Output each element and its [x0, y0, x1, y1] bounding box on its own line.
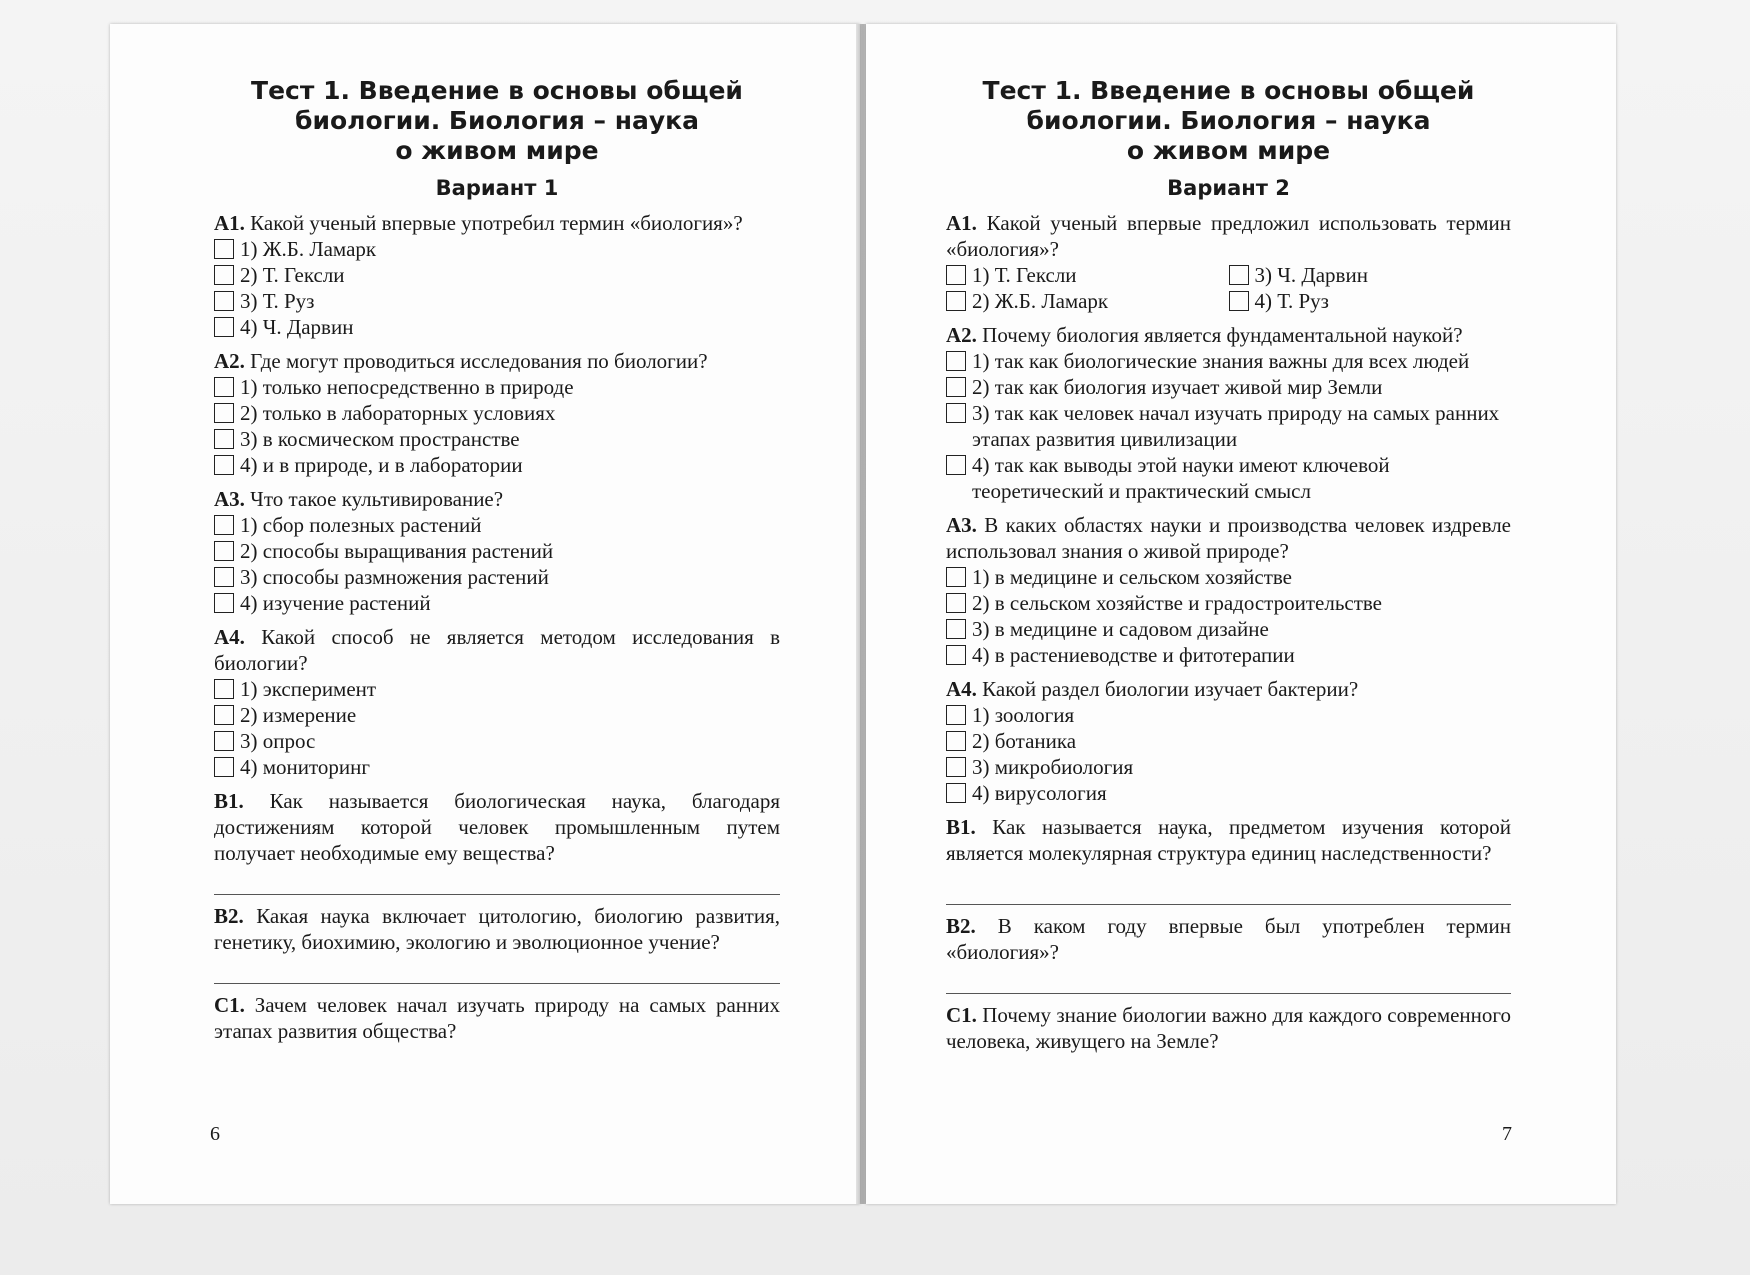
page-number: 7	[1502, 1123, 1512, 1145]
checkbox-icon[interactable]	[214, 239, 234, 259]
question-b1	[214, 788, 780, 895]
answer-option[interactable]: 4) изучение растений	[214, 590, 780, 616]
question-a4	[946, 676, 1511, 806]
question-a1	[946, 210, 1511, 314]
question-a3	[214, 486, 780, 616]
title-line: Тест 1. Введение в основы общей	[982, 76, 1475, 105]
question-number: А1.	[214, 211, 245, 235]
question-text: Какой ученый впервые употребил термин «биология»?	[250, 211, 743, 235]
question-a2	[946, 322, 1511, 504]
checkbox-icon[interactable]	[214, 705, 234, 725]
answer-option[interactable]: 3) способы размножения растений	[214, 564, 780, 590]
question-c1	[946, 1002, 1511, 1054]
answer-option[interactable]: 1) Т. Гексли	[946, 262, 1229, 288]
question-number: А4.	[214, 625, 245, 649]
checkbox-icon[interactable]	[946, 377, 966, 397]
answer-option[interactable]: 4) мониторинг	[214, 754, 780, 780]
question-b2	[214, 903, 780, 984]
answer-option[interactable]: 1) зоология	[946, 702, 1511, 728]
checkbox-icon[interactable]	[946, 757, 966, 777]
answer-option[interactable]: 4) и в природе, и в лаборатории	[214, 452, 780, 478]
question-text: Какой ученый впервые предложил использовать термин «биология»?	[946, 211, 1512, 261]
checkbox-icon[interactable]	[946, 593, 966, 613]
question-text: Какой раздел биологии изучает бактерии?	[982, 677, 1359, 701]
checkbox-icon[interactable]	[946, 265, 966, 285]
answer-option[interactable]: 4) Ч. Дарвин	[214, 314, 780, 340]
answer-option[interactable]: 2) ботаника	[946, 728, 1511, 754]
question-text: Как называется биологическая наука, благодаря достижениям которой человек промышленным путем получает необходимые ему вещества?	[214, 789, 780, 865]
question-number: В1.	[214, 789, 244, 813]
answer-option[interactable]: 2) Ж.Б. Ламарк	[946, 288, 1229, 314]
variant-heading: Вариант 1	[435, 176, 559, 200]
title-line: о живом мире	[395, 136, 599, 165]
answer-option[interactable]: 1) эксперимент	[214, 676, 780, 702]
checkbox-icon[interactable]	[214, 403, 234, 423]
question-text: В каких областях науки и производства человек издревле использовал знания о живой природе?	[946, 513, 1512, 563]
question-number: С1.	[946, 1003, 977, 1027]
checkbox-icon[interactable]	[946, 455, 966, 475]
checkbox-icon[interactable]	[214, 731, 234, 751]
page-number: 6	[210, 1123, 220, 1145]
answer-option[interactable]: 1) только непосредственно в природе	[214, 374, 780, 400]
answer-option[interactable]: 3) в космическом пространстве	[214, 426, 780, 452]
question-text: Как называется наука, предметом изучения которой является молекулярная структура единиц наследственности?	[946, 815, 1511, 865]
answer-line[interactable]	[214, 955, 780, 984]
answer-option[interactable]: 1) в медицине и сельском хозяйстве	[946, 564, 1511, 590]
answer-option[interactable]: 2) только в лабораторных условиях	[214, 400, 780, 426]
question-b2	[946, 913, 1511, 994]
checkbox-icon[interactable]	[1229, 291, 1249, 311]
question-text: Зачем человек начал изучать природу на самых ранних этапах развития общества?	[214, 993, 781, 1043]
question-a4	[214, 624, 780, 780]
question-text: Какой способ не является методом исследования в биологии?	[214, 625, 780, 675]
answer-option[interactable]: 3) в медицине и садовом дизайне	[946, 616, 1511, 642]
checkbox-icon[interactable]	[946, 403, 966, 423]
checkbox-icon[interactable]	[214, 541, 234, 561]
answer-option[interactable]: 1) так как биологические знания важны для всех людей	[946, 348, 1511, 374]
checkbox-icon[interactable]	[946, 783, 966, 803]
question-number: А3.	[946, 513, 977, 537]
answer-option[interactable]: 4) так как выводы этой науки имеют ключевой теоретический и практический смысл	[946, 452, 1511, 504]
question-text: Что такое культивирование?	[250, 487, 504, 511]
answer-option[interactable]: 3) Т. Руз	[214, 288, 780, 314]
answer-option[interactable]: 2) в сельском хозяйстве и градостроительстве	[946, 590, 1511, 616]
checkbox-icon[interactable]	[214, 593, 234, 613]
question-number: В2.	[214, 904, 244, 928]
question-a1	[214, 210, 780, 340]
checkbox-icon[interactable]	[214, 757, 234, 777]
checkbox-icon[interactable]	[214, 455, 234, 475]
checkbox-icon[interactable]	[214, 317, 234, 337]
question-c1	[214, 992, 780, 1044]
answer-option[interactable]: 3) опрос	[214, 728, 780, 754]
question-number: А3.	[214, 487, 245, 511]
question-text: Где могут проводиться исследования по биологии?	[250, 349, 708, 373]
checkbox-icon[interactable]	[946, 705, 966, 725]
answer-option[interactable]: 4) Т. Руз	[1229, 288, 1512, 314]
question-number: В2.	[946, 914, 976, 938]
checkbox-icon[interactable]	[214, 429, 234, 449]
checkbox-icon[interactable]	[1229, 265, 1249, 285]
checkbox-icon[interactable]	[214, 265, 234, 285]
answer-option[interactable]: 3) так как человек начал изучать природу на самых ранних этапах развития цивилизации	[946, 400, 1511, 452]
page-right	[866, 24, 1616, 1204]
answer-option[interactable]: 4) в растениеводстве и фитотерапии	[946, 642, 1511, 668]
checkbox-icon[interactable]	[214, 679, 234, 699]
page-left	[110, 24, 860, 1204]
question-number: В1.	[946, 815, 976, 839]
answer-option[interactable]: 1) сбор полезных растений	[214, 512, 780, 538]
question-number: А2.	[214, 349, 245, 373]
question-text: Какая наука включает цитологию, биологию развития, генетику, биохимию, экологию и эволюционное учение?	[214, 904, 780, 954]
checkbox-icon[interactable]	[214, 567, 234, 587]
answer-option[interactable]: 2) так как биология изучает живой мир Земли	[946, 374, 1511, 400]
variant-heading: Вариант 2	[1167, 176, 1290, 200]
test-title	[214, 76, 780, 166]
answer-option[interactable]: 2) Т. Гексли	[214, 262, 780, 288]
answer-line[interactable]	[946, 876, 1511, 905]
question-a3	[946, 512, 1511, 668]
checkbox-icon[interactable]	[214, 291, 234, 311]
checkbox-icon[interactable]	[946, 351, 966, 371]
checkbox-icon[interactable]	[946, 567, 966, 587]
answer-option[interactable]: 4) вирусология	[946, 780, 1511, 806]
question-text: Почему знание биологии важно для каждого современного человека, живущего на Земле?	[946, 1003, 1511, 1053]
question-text: В каком году впервые был употреблен термин «биология»?	[946, 914, 1511, 964]
checkbox-icon[interactable]	[946, 619, 966, 639]
checkbox-icon[interactable]	[214, 377, 234, 397]
answer-line[interactable]	[946, 965, 1511, 994]
answer-option[interactable]: 1) Ж.Б. Ламарк	[214, 236, 780, 262]
title-line: Тест 1. Введение в основы общей	[251, 76, 743, 105]
checkbox-icon[interactable]	[214, 515, 234, 535]
question-number: А4.	[946, 677, 977, 701]
question-a2	[214, 348, 780, 478]
answer-option[interactable]: 3) микробиология	[946, 754, 1511, 780]
question-number: А2.	[946, 323, 977, 347]
title-line: биологии. Биология – наука	[295, 106, 699, 135]
title-line: биологии. Биология – наука	[1026, 106, 1431, 135]
answer-option[interactable]: 2) способы выращивания растений	[214, 538, 780, 564]
question-b1	[946, 814, 1511, 905]
answer-line[interactable]	[214, 866, 780, 895]
test-title	[946, 76, 1511, 166]
question-number: А1.	[946, 211, 977, 235]
answer-option[interactable]: 2) измерение	[214, 702, 780, 728]
question-number: С1.	[214, 993, 245, 1017]
checkbox-icon[interactable]	[946, 645, 966, 665]
checkbox-icon[interactable]	[946, 291, 966, 311]
title-line: о живом мире	[1126, 136, 1331, 165]
question-text: Почему биология является фундаментальной наукой?	[982, 323, 1463, 347]
checkbox-icon[interactable]	[946, 731, 966, 751]
answer-option[interactable]: 3) Ч. Дарвин	[1229, 262, 1512, 288]
